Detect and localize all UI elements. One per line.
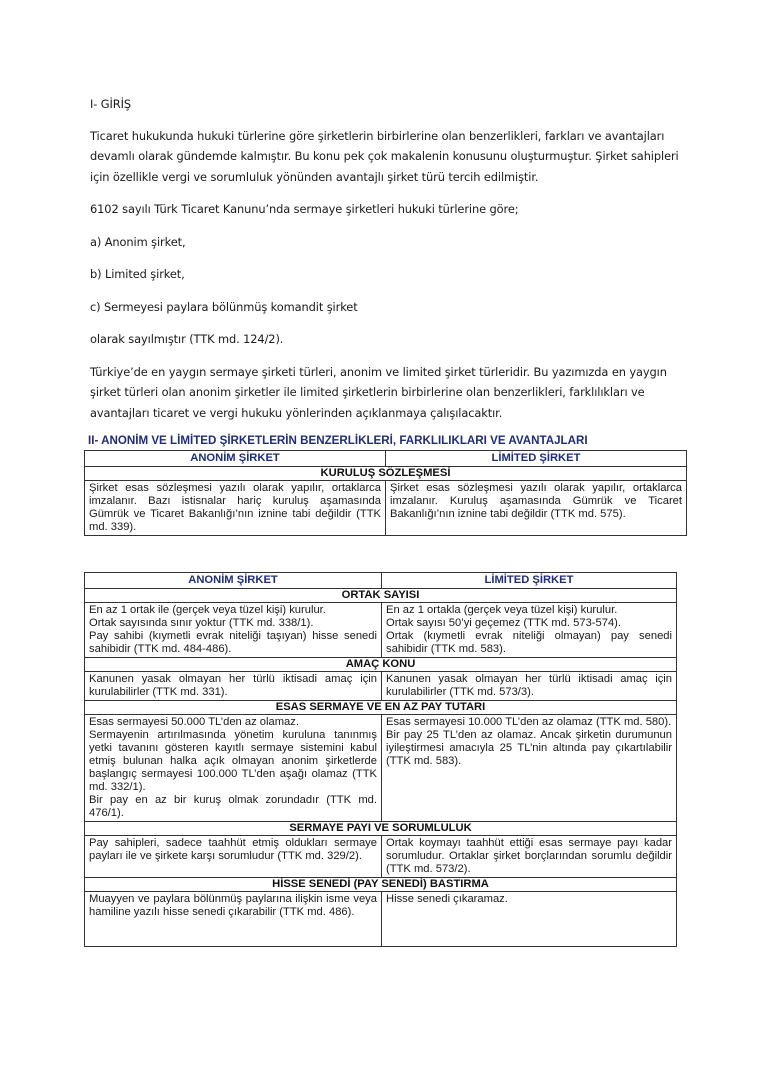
list-item-a: a) Anonim şirket, — [90, 234, 186, 249]
intro-heading: I- GİRİŞ — [90, 97, 131, 111]
intro-paragraph-4: Türkiye’de en yaygın sermaye şirketi türleri, anonim ve limited şirket türleridir. Bu yazımızda en yaygın şirket türleri olan anonim şirketler ile limited şirketlerin birbirlerine olan benzerlikleri, farklılıkları ve avantajları ticaret ve vergi hukuku yönlerinden açıklanmaya çalışılacaktır. — [90, 364, 667, 420]
table-row — [85, 481, 687, 536]
cell-limited: Şirket esas sözleşmesi yazılı olarak yapılır, ortaklarca imzalanır. Kuruluş aşamasında Gümrük ve Ticaret Bakanlığı’nın iznine tabi değildir (TTK md. 575). — [386, 481, 687, 536]
cell-limited — [382, 603, 677, 658]
cell-line: Sermayenin artırılmasında yönetim kuruluna tanınmış yetki tavanını gösteren kayıtlı sermaye sistemini kabul etmiş bulunan halka açık olmayan anonim şirketlerde başlangıç sermayesi 100.000 TL’den aşağı olamaz (TTK md. 332/1). — [89, 729, 377, 793]
comparison-table-2 — [84, 572, 677, 947]
table-row — [85, 715, 677, 822]
column-header-limited: LİMİTED ŞİRKET — [386, 451, 687, 467]
cell-line: Esas sermayesi 10.000 TL’den az olamaz (TTK md. 580). — [386, 716, 672, 728]
section-row-kurulus: KURULUŞ SÖZLEŞMESİ — [85, 467, 687, 481]
cell-anonim — [85, 603, 382, 658]
list-item-b: b) Limited şirket, — [90, 267, 185, 281]
cell-line: En az 1 ortakla (gerçek veya tüzel kişi) kurulur. — [386, 604, 618, 616]
section-title: II- ANONİM VE LİMİTED ŞİRKETLERİN BENZERLİKLERİ, FARKLILIKLARI VE AVANTAJLARI — [88, 434, 588, 447]
cell-anonim: Şirket esas sözleşmesi yazılı olarak yapılır, ortaklarca imzalanır. Bazı istisnalar hariç kuruluş aşamasında Gümrük ve Ticaret Bakanlığı’nın iznine tabi değildir (TTK md. 339). — [85, 481, 386, 536]
cell-line: Esas sermayesi 50.000 TL’den az olamaz. — [89, 716, 299, 728]
section-row-sermaye-payi: SERMAYE PAYI VE SORUMLULUK — [85, 822, 677, 836]
cell-limited: Ortak koymayı taahhüt ettiği esas sermaye payı kadar sorumludur. Ortaklar şirket borçlarından sorumlu değildir (TTK md. 573/2). — [382, 836, 677, 878]
cell-anonim: Muayyen ve paylara bölünmüş paylarına ilişkin isme veya hamiline yazılı hisse senedi çıkarabilir (TTK md. 486). — [85, 892, 382, 947]
intro-paragraph-3: olarak sayılmıştır (TTK md. 124/2). — [90, 332, 284, 346]
section-row-amac-konu: AMAÇ KONU — [85, 658, 677, 672]
column-header-anonim: ANONİM ŞİRKET — [85, 573, 382, 589]
column-header-limited: LİMİTED ŞİRKET — [382, 573, 677, 589]
cell-line: Bir pay en az bir kuruş olmak zorundadır (TTK md. 476/1). — [89, 794, 377, 819]
cell-anonim — [85, 715, 382, 822]
table-row — [85, 892, 677, 947]
cell-line: Ortak (kıymetli evrak niteliği olmayan) pay senedi sahibidir (TTK md. 583). — [386, 630, 672, 655]
cell-line: Bir pay 25 TL’den az olamaz. Ancak şirketin durumunun iyileştirmesi amacıyla 25 TL’nin altında pay çıkartılabilir (TTK md. 583). — [386, 729, 672, 767]
cell-limited — [382, 715, 677, 822]
cell-line: En az 1 ortak ile (gerçek veya tüzel kişi) kurulur. — [89, 604, 326, 616]
cell-anonim: Kanunen yasak olmayan her türlü iktisadi amaç için kurulabilirler (TTK md. 331). — [85, 672, 382, 701]
list-item-c: c) Sermeyesi paylara bölünmüş komandit şirket — [90, 299, 358, 314]
cell-limited: Hisse senedi çıkaramaz. — [382, 892, 677, 947]
cell-anonim: Pay sahipleri, sadece taahhüt etmiş oldukları sermaye payları ile ve şirkete karşı sorumludur (TTK md. 329/2). — [85, 836, 382, 878]
table-row — [85, 836, 677, 878]
introduction — [90, 94, 690, 435]
comparison-table-1 — [84, 450, 687, 536]
intro-paragraph-1: Ticaret hukukunda hukuki türlerine göre şirketlerin birbirlerine olan benzerlikleri, farkları ve avantajları devamlı olarak gündemde kalmıştır. Bu konu pek çok makalenin konusunu oluşturmuştur. Şirket sahipleri için özellikle vergi ve sorumluluk yönünden avantajlı şirket türü tercih edilmiştir. — [90, 128, 679, 184]
section-row-ortak-sayisi: ORTAK SAYISI — [85, 589, 677, 603]
table-row — [85, 672, 677, 701]
cell-line: Ortak sayısı 50’yi geçemez (TTK md. 573-574). — [386, 617, 622, 629]
section-row-esas-sermaye: ESAS SERMAYE VE EN AZ PAY TUTARI — [85, 701, 677, 715]
section-row-hisse-senedi: HİSSE SENEDİ (PAY SENEDİ) BASTIRMA — [85, 878, 677, 892]
cell-line: Pay sahibi (kıymetli evrak niteliği taşıyan) hisse senedi sahibidir (TTK md. 484-486). — [89, 630, 377, 655]
intro-paragraph-2: 6102 sayılı Türk Ticaret Kanunu’nda sermaye şirketleri hukuki türlerine göre; — [90, 202, 519, 216]
cell-limited: Kanunen yasak olmayan her türlü iktisadi amaç için kurulabilirler (TTK md. 573/3). — [382, 672, 677, 701]
cell-line: Ortak sayısında sınır yoktur (TTK md. 338/1). — [89, 617, 314, 629]
table-row — [85, 603, 677, 658]
column-header-anonim: ANONİM ŞİRKET — [85, 451, 386, 467]
